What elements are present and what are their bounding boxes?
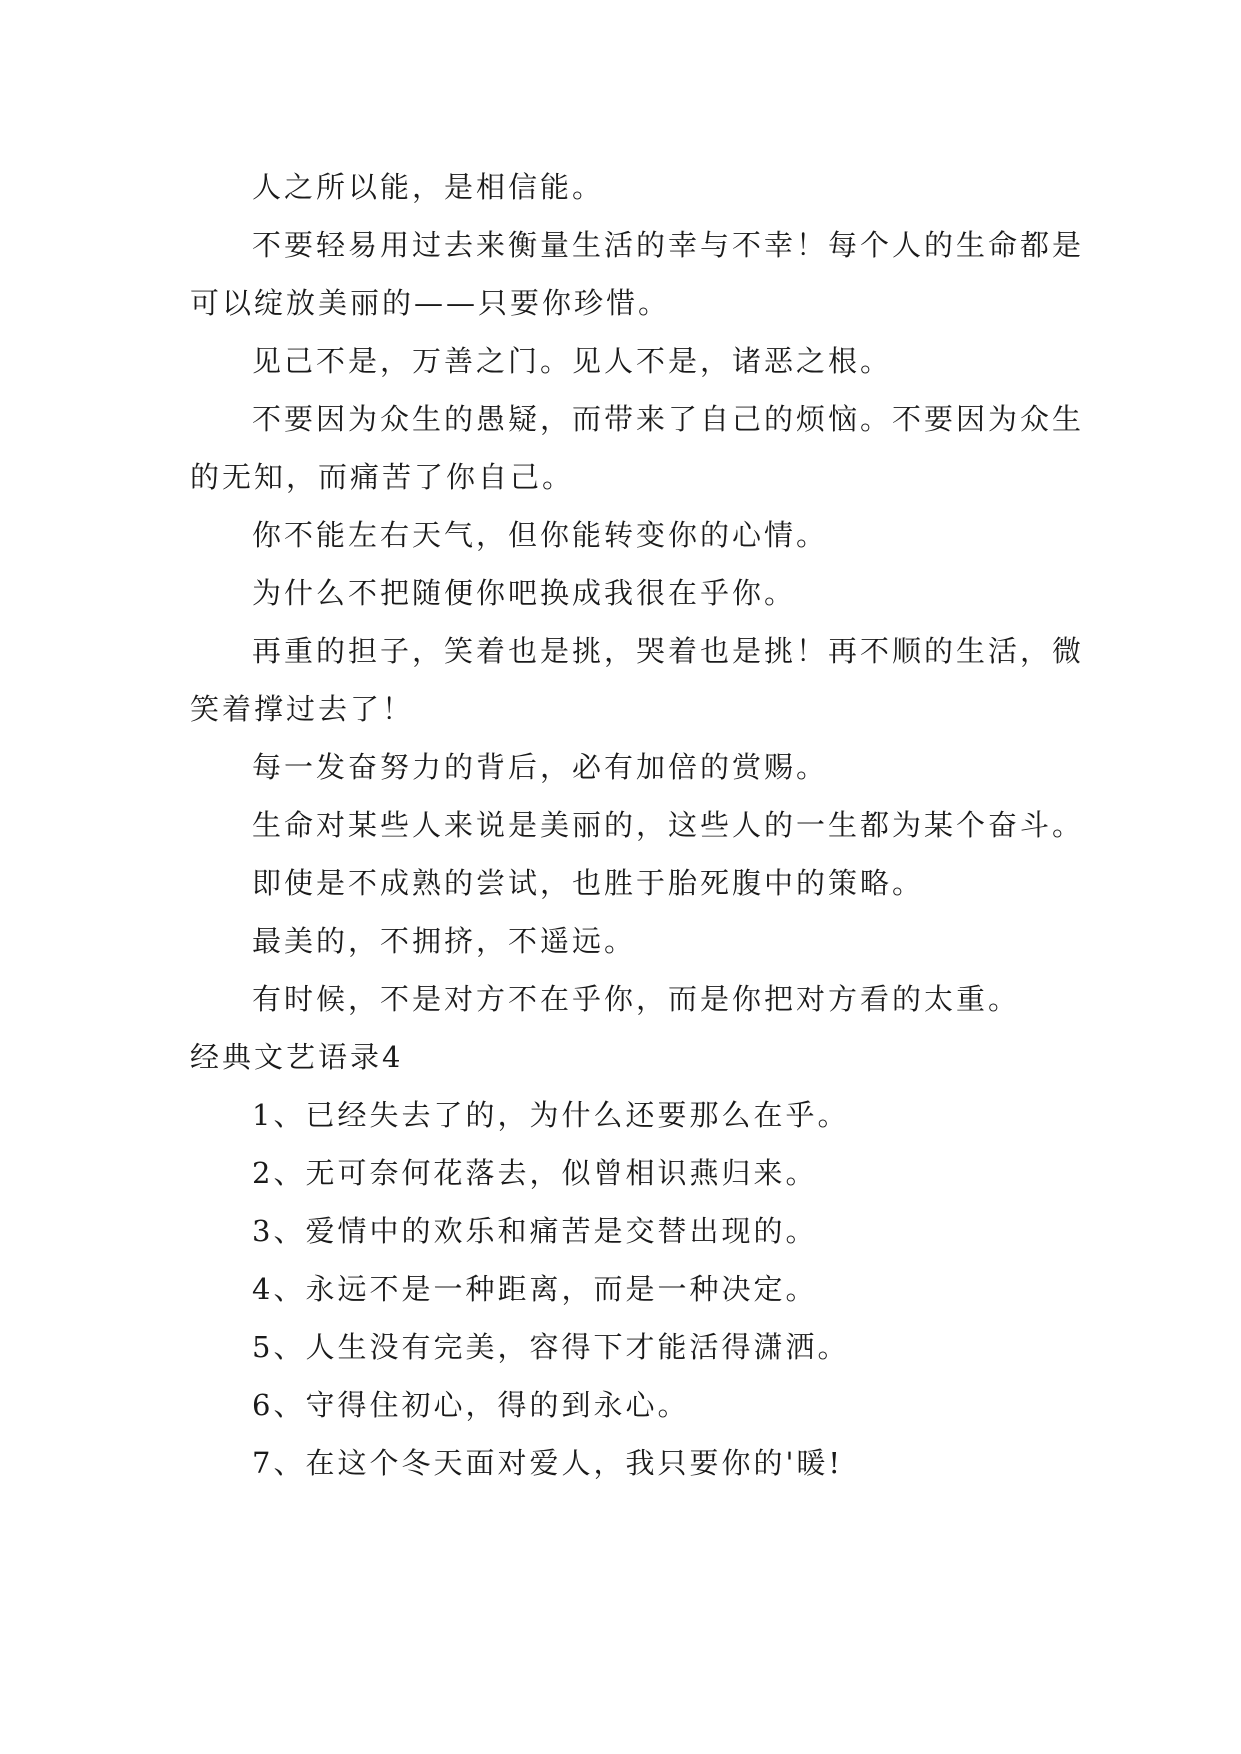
- paragraph: 为什么不把随便你吧换成我很在乎你。: [252, 576, 797, 610]
- paragraph: 再重的担子，笑着也是挑，哭着也是挑！再不顺的生活，微笑着撑过去了！: [190, 634, 1085, 726]
- paragraph: 人之所以能，是相信能。: [252, 170, 605, 204]
- list-item: 6、守得住初心，得的到永心。: [252, 1388, 690, 1422]
- list-item: 3、爱情中的欢乐和痛苦是交替出现的。: [252, 1214, 818, 1248]
- paragraph: 最美的，不拥挤，不遥远。: [252, 924, 637, 958]
- paragraph: 每一发奋努力的背后，必有加倍的赏赐。: [252, 750, 829, 784]
- list-item: 1、已经失去了的，为什么还要那么在乎。: [252, 1098, 850, 1132]
- paragraph: 有时候，不是对方不在乎你，而是你把对方看的太重。: [252, 982, 1021, 1016]
- section-heading: 经典文艺语录4: [190, 1040, 404, 1074]
- list-item: 4、永远不是一种距离，而是一种决定。: [252, 1272, 818, 1306]
- list-item: 5、人生没有完美，容得下才能活得潇洒。: [252, 1330, 850, 1364]
- paragraph: 见己不是，万善之门。见人不是，诸恶之根。: [252, 344, 893, 378]
- paragraph: 不要因为众生的愚疑，而带来了自己的烦恼。不要因为众生的无知，而痛苦了你自己。: [190, 402, 1085, 494]
- paragraph: 即使是不成熟的尝试，也胜于胎死腹中的策略。: [252, 866, 925, 900]
- document-body: [190, 158, 1090, 1492]
- paragraph: 你不能左右天气，但你能转变你的心情。: [252, 518, 829, 552]
- list-item: 2、无可奈何花落去，似曾相识燕归来。: [252, 1156, 818, 1190]
- list-item: 7、在这个冬天面对爱人，我只要你的'暖!: [252, 1446, 844, 1480]
- paragraph: 不要轻易用过去来衡量生活的幸与不幸！每个人的生命都是可以绽放美丽的——只要你珍惜。: [190, 228, 1085, 320]
- paragraph: 生命对某些人来说是美丽的，这些人的一生都为某个奋斗。: [252, 808, 1085, 842]
